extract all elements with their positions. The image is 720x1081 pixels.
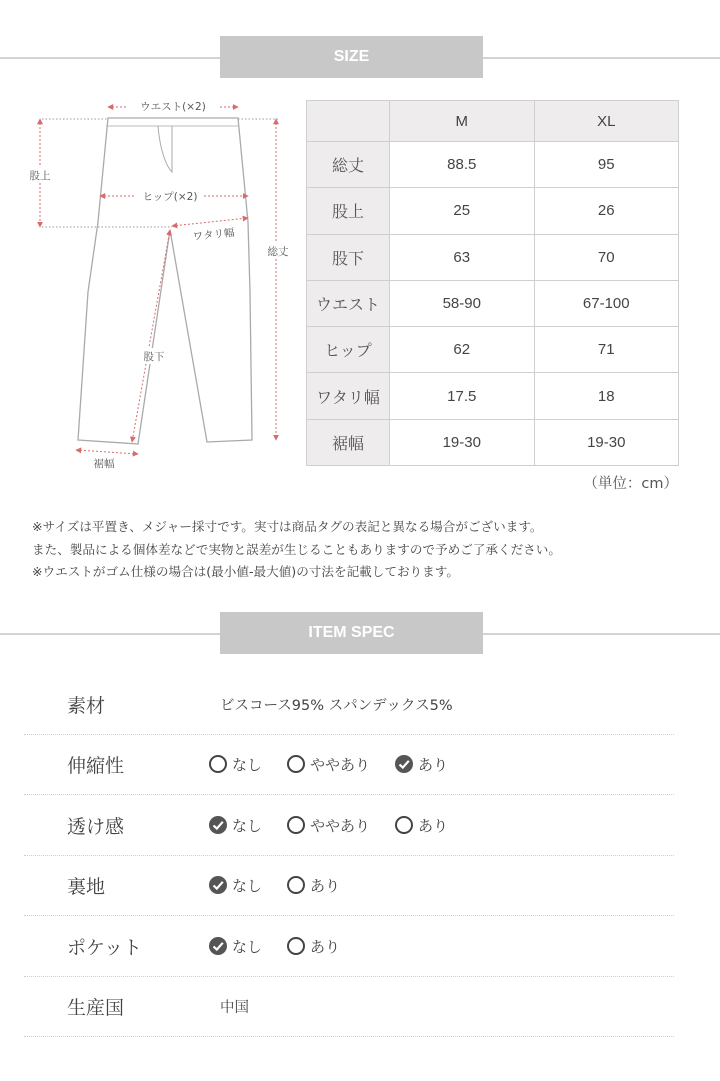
spec-option-label: なし bbox=[232, 937, 263, 956]
hip-label: ヒップ(×2) bbox=[142, 191, 198, 203]
cell-xl: 26 bbox=[534, 188, 679, 234]
spec-option bbox=[394, 815, 448, 836]
cell-m: 25 bbox=[390, 188, 535, 234]
checked-circle-icon bbox=[208, 936, 228, 956]
spec-option-label: あり bbox=[310, 876, 341, 895]
pants-outline bbox=[78, 118, 252, 444]
spec-option bbox=[286, 936, 340, 957]
empty-circle-icon bbox=[286, 875, 306, 895]
inseam-label: 股下 bbox=[143, 351, 165, 363]
hem-measure-line bbox=[76, 450, 138, 454]
cell-m: 19-30 bbox=[390, 419, 535, 465]
rise-label: 股上 bbox=[29, 170, 51, 182]
cell-m: 63 bbox=[390, 234, 535, 280]
table-row bbox=[307, 419, 679, 465]
spec-section-title: ITEM SPEC bbox=[220, 612, 483, 654]
size-col-m: M bbox=[390, 101, 535, 142]
waist-label: ウエスト(×2) bbox=[140, 101, 206, 113]
table-row bbox=[307, 373, 679, 419]
row-label: ワタリ幅 bbox=[307, 373, 390, 419]
cell-xl: 71 bbox=[534, 327, 679, 373]
spec-option-label: あり bbox=[418, 755, 449, 774]
checked-circle-icon bbox=[394, 754, 414, 774]
table-row bbox=[307, 188, 679, 234]
size-table-header-row bbox=[307, 101, 679, 142]
size-section-header bbox=[0, 36, 720, 78]
spec-label: 素材 bbox=[67, 694, 106, 717]
cell-xl: 67-100 bbox=[534, 280, 679, 326]
row-label: ウエスト bbox=[307, 280, 390, 326]
spec-option bbox=[286, 754, 370, 775]
cell-xl: 18 bbox=[534, 373, 679, 419]
pants-measurement-diagram bbox=[20, 92, 310, 482]
spec-option-label: なし bbox=[232, 755, 263, 774]
table-row bbox=[307, 327, 679, 373]
note-line: ※ウエストがゴム仕様の場合は(最小値-最大値)の寸法を記載しております。 bbox=[32, 564, 459, 579]
thigh-measure-line bbox=[172, 218, 248, 226]
cell-m: 62 bbox=[390, 327, 535, 373]
cell-xl: 19-30 bbox=[534, 419, 679, 465]
inseam-measure-line bbox=[132, 230, 170, 442]
spec-option-label: あり bbox=[418, 816, 449, 835]
spec-option-label: なし bbox=[232, 816, 263, 835]
spec-row-pocket bbox=[24, 916, 674, 977]
row-label: 股下 bbox=[307, 234, 390, 280]
cell-m: 17.5 bbox=[390, 373, 535, 419]
note-line: ※サイズは平置き、メジャー採寸です。実寸は商品タグの表記と異なる場合がございます。 bbox=[32, 519, 543, 534]
spec-option bbox=[208, 815, 262, 836]
spec-row-stretch bbox=[24, 734, 674, 795]
empty-circle-icon bbox=[394, 815, 414, 835]
note-line: また、製品による個体差などで実物と誤差が生じることもありますので予めご了承ください。 bbox=[32, 541, 561, 557]
table-row bbox=[307, 142, 679, 188]
spec-option bbox=[394, 754, 448, 775]
empty-circle-icon bbox=[208, 754, 228, 774]
cell-xl: 95 bbox=[534, 142, 679, 188]
spec-section-header bbox=[0, 612, 720, 654]
spec-options bbox=[220, 754, 472, 775]
spec-row-material bbox=[24, 674, 674, 735]
cell-m: 88.5 bbox=[390, 142, 535, 188]
spec-label: 生産国 bbox=[67, 996, 125, 1019]
spec-option bbox=[208, 936, 262, 957]
empty-circle-icon bbox=[286, 754, 306, 774]
spec-option bbox=[208, 754, 262, 775]
size-table-corner bbox=[307, 101, 390, 142]
fly-line bbox=[158, 126, 172, 172]
spec-value: ビスコース95% スパンデックス5% bbox=[220, 697, 453, 714]
spec-option-label: なし bbox=[232, 876, 263, 895]
spec-label: 透け感 bbox=[67, 815, 125, 838]
spec-row-sheer bbox=[24, 795, 674, 856]
table-row bbox=[307, 234, 679, 280]
length-label: 総丈 bbox=[267, 246, 289, 258]
spec-options bbox=[220, 875, 364, 896]
spec-row-lining bbox=[24, 855, 674, 916]
checked-circle-icon bbox=[208, 815, 228, 835]
table-row bbox=[307, 280, 679, 326]
spec-options bbox=[220, 936, 364, 957]
row-label: 裾幅 bbox=[307, 419, 390, 465]
size-table bbox=[306, 100, 679, 466]
checked-circle-icon bbox=[208, 875, 228, 895]
cell-m: 58-90 bbox=[390, 280, 535, 326]
hem-label: 裾幅 bbox=[93, 458, 115, 470]
spec-label: 伸縮性 bbox=[67, 754, 125, 777]
cell-xl: 70 bbox=[534, 234, 679, 280]
row-label: ヒップ bbox=[307, 327, 390, 373]
size-col-xl: XL bbox=[534, 101, 679, 142]
spec-value: 中国 bbox=[220, 999, 249, 1016]
unit-note: （単位：cm） bbox=[583, 476, 678, 492]
spec-option bbox=[286, 815, 370, 836]
spec-label: 裏地 bbox=[67, 875, 106, 898]
size-notes bbox=[32, 516, 561, 584]
size-section-title: SIZE bbox=[220, 36, 483, 78]
spec-option-label: ややあり bbox=[310, 755, 371, 774]
row-label: 股上 bbox=[307, 188, 390, 234]
empty-circle-icon bbox=[286, 936, 306, 956]
spec-option-label: あり bbox=[310, 937, 341, 956]
spec-option-label: ややあり bbox=[310, 816, 371, 835]
row-label: 総丈 bbox=[307, 142, 390, 188]
spec-label: ポケット bbox=[67, 936, 143, 959]
spec-option bbox=[286, 875, 340, 896]
empty-circle-icon bbox=[286, 815, 306, 835]
spec-options bbox=[220, 815, 472, 836]
spec-row-origin bbox=[24, 976, 674, 1037]
spec-option bbox=[208, 875, 262, 896]
thigh-label: ワタリ幅 bbox=[192, 226, 236, 244]
